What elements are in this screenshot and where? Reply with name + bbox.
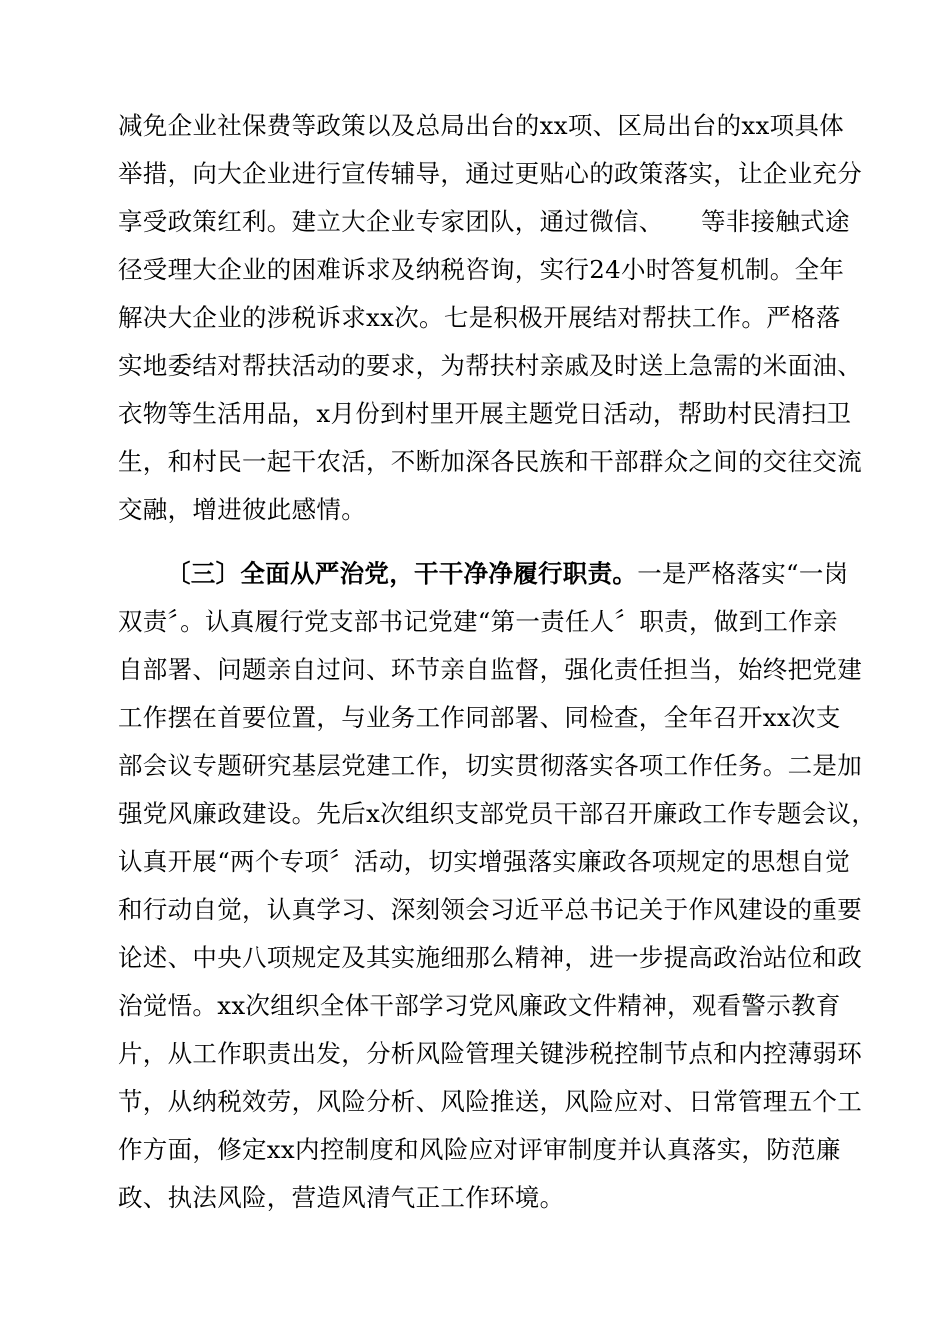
paragraph-line: 部会议专题研究基层党建工作，切实贯彻落实各项工作任务。二是加 — [118, 751, 862, 780]
paragraph-line: 和行动自觉，认真学习、深刻领会习近平总书记关于作风建设的重要 — [118, 895, 862, 924]
paragraph-line: 实地委结对帮扶活动的要求，为帮扶村亲戚及时送上急需的米面油、 — [118, 351, 862, 380]
paragraph-line: 自部署、问题亲自过问、环节亲自监督，强化责任担当，始终把党建 — [118, 655, 862, 684]
paragraph-line: 作方面，修定xx内控制度和风险应对评审制度并认真落实，防范廉 — [118, 1135, 841, 1164]
section-heading-line — [166, 558, 848, 590]
paragraph-line: 生，和村民一起干农活，不断加深各民族和干部群众之间的交往交流 — [118, 447, 862, 476]
paragraph-line: 片，从工作职责出发，分析风险管理关键涉税控制节点和内控薄弱环 — [118, 1039, 862, 1068]
paragraph-line: 认真开展“两个专项〞活动，切实增强落实廉政各项规定的思想自觉 — [118, 847, 851, 876]
paragraph-line: 治觉悟。xx次组织全体干部学习党风廉政文件精神，观看警示教育 — [118, 991, 841, 1020]
paragraph-line: 强党风廉政建设。先后x次组织支部党员干部召开廉政工作专题会议， — [118, 799, 877, 828]
paragraph-line: 论述、中央八项规定及其实施细那么精神，进一步提高政治站位和政 — [118, 943, 862, 972]
paragraph-line: 节，从纳税效劳，风险分析、风险推送，风险应对、日常管理五个工 — [118, 1087, 862, 1116]
paragraph-line: 解决大企业的涉税诉求xx次。七是积极开展结对帮扶工作。严格落 — [118, 303, 841, 332]
paragraph-line: 举措，向大企业进行宣传辅导，通过更贴心的政策落实，让企业充分 — [118, 159, 862, 188]
paragraph-line: 衣物等生活用品，x月份到村里开展主题党日活动，帮助村民清扫卫 — [118, 399, 852, 428]
paragraph-line: 政、执法风险，营造风清气正工作环境。 — [118, 1183, 565, 1212]
paragraph-line: 双责〞。认真履行党支部书记党建“第一责任人〞职责，做到工作亲 — [118, 607, 838, 636]
paragraph-line-start: 一是严格落实“一岗 — [637, 559, 849, 588]
paragraph-line: 享受政策红利。建立大企业专家团队，通过微信、 等非接触式途 — [118, 207, 850, 236]
paragraph-line: 减免企业社保费等政策以及总局出台的xx项、区局出台的xx项具体 — [118, 111, 845, 140]
paragraph-line: 径受理大企业的困难诉求及纳税咨询，实行24小时答复机制。全年 — [118, 255, 845, 284]
paragraph-line: 工作摆在首要位置，与业务工作同部署、同检查，全年召开xx次支 — [118, 703, 841, 732]
section-heading: 〔三〕全面从严治党，干干净净履行职责。 — [166, 559, 638, 588]
paragraph-line: 交融，增进彼此感情。 — [118, 495, 366, 524]
